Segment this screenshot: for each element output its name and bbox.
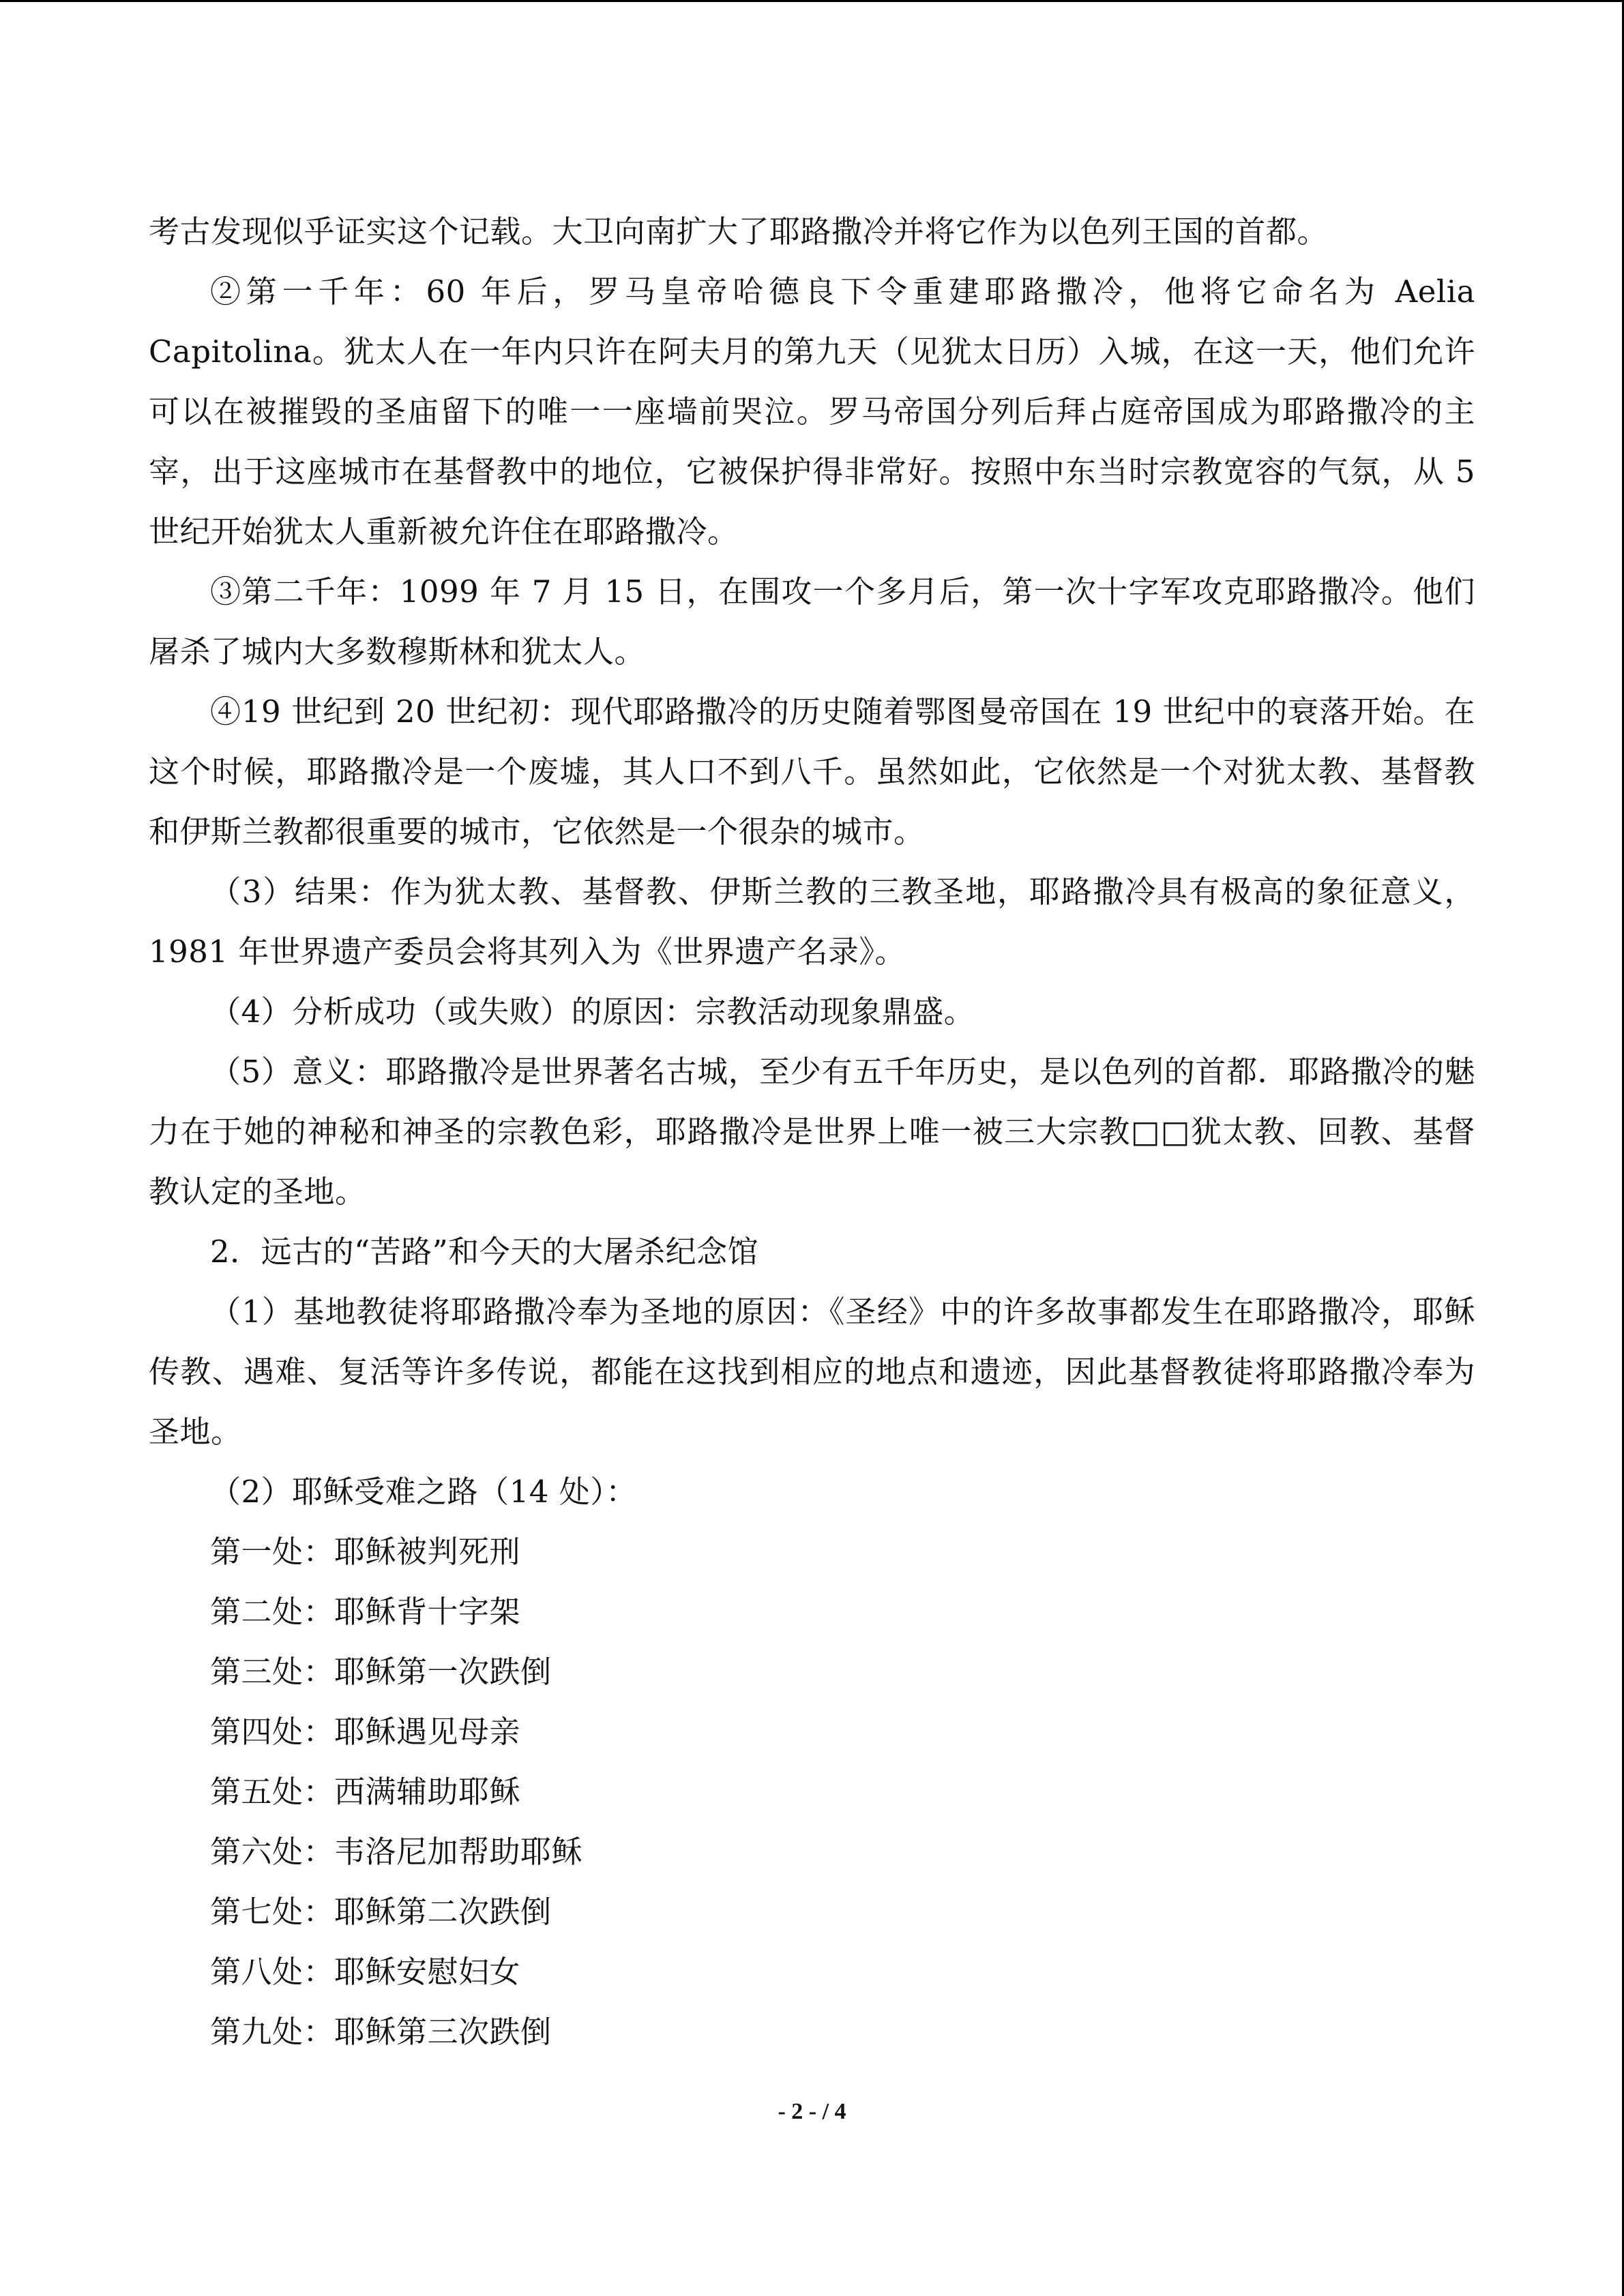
paragraph-19th-century: ④19 世纪到 20 世纪初：现代耶路撒冷的历史随着鄂图曼帝国在 19 世纪中的衰落开始。在这个时候，耶路撒冷是一个废墟，其人口不到八千。虽然如此，它依然是一个对犹太教、基督教和伊斯兰教都很重要的城市，它依然是一个很杂的城市。 — [149, 694, 1475, 850]
section-heading-via-dolorosa: 2．远古的“苦路”和今天的大屠杀纪念馆 — [210, 1234, 759, 1270]
list-item: 第二处：耶稣背十字架 — [210, 1594, 521, 1630]
list-item: 第四处：耶稣遇见母亲 — [210, 1714, 521, 1750]
paragraph-significance: （5）意义：耶路撒冷是世界著名古城，至少有五千年历史，是以色列的首都．耶路撒冷的魅力在于她的神秘和神圣的宗教色彩，耶路撒冷是世界上唯一被三大宗教□□犹太教、回教、基督教认定的圣地。 — [149, 1054, 1475, 1210]
paragraph-first-millennium: ②第一千年：60 年后，罗马皇帝哈德良下令重建耶路撒冷，他将它命名为 Aelia Capitolina。犹太人在一年内只许在阿夫月的第九天（见犹太日历）入城，在这一天，他们允许可以在被摧毁的圣庙留下的唯一一座墙前哭泣。罗马帝国分列后拜占庭帝国成为耶路撒冷的主宰，出于这座城市在基督教中的地位，它被保护得非常好。按照中东当时宗教宽容的气氛，从 5 世纪开始犹太人重新被允许住在耶路撒冷。 — [149, 273, 1475, 550]
top-border-rule — [0, 0, 1624, 2]
list-item: 第八处：耶稣安慰妇女 — [210, 1954, 521, 1990]
paragraph-result: （3）结果：作为犹太教、基督教、伊斯兰教的三教圣地，耶路撒冷具有极高的象征意义，1981 年世界遗产委员会将其列入为《世界遗产名录》。 — [149, 874, 1475, 970]
document-body — [149, 202, 1475, 2062]
list-item: 第九处：耶稣第三次跌倒 — [210, 2014, 552, 2050]
paragraph-holy-land-reason: （1）基地教徒将耶路撒冷奉为圣地的原因：《圣经》中的许多故事都发生在耶路撒冷，耶稣传教、遇难、复活等许多传说，都能在这找到相应的地点和遗迹，因此基督教徒将耶路撒冷奉为圣地。 — [149, 1294, 1475, 1450]
paragraph-continuation: 考古发现似乎证实这个记载。大卫向南扩大了耶路撒冷并将它作为以色列王国的首都。 — [149, 213, 1329, 250]
list-item: 第三处：耶稣第一次跌倒 — [210, 1654, 552, 1690]
paragraph-analysis: （4）分析成功（或失败）的原因：宗教活动现象鼎盛。 — [210, 994, 975, 1030]
list-item: 第五处：西满辅助耶稣 — [210, 1774, 521, 1810]
list-item: 第一处：耶稣被判死刑 — [210, 1534, 521, 1570]
list-item: 第六处：韦洛尼加帮助耶稣 — [210, 1834, 583, 1870]
list-item: 第七处：耶稣第二次跌倒 — [210, 1894, 552, 1930]
paragraph-stations-intro: （2）耶稣受难之路（14 处）： — [210, 1474, 637, 1510]
stations-list — [149, 1522, 1475, 2062]
page-number: - 2 - / 4 — [778, 2099, 846, 2124]
paragraph-second-millennium: ③第二千年：1099 年 7 月 15 日，在围攻一个多月后，第一次十字军攻克耶路撒冷。他们屠杀了城内大多数穆斯林和犹太人。 — [149, 573, 1475, 670]
